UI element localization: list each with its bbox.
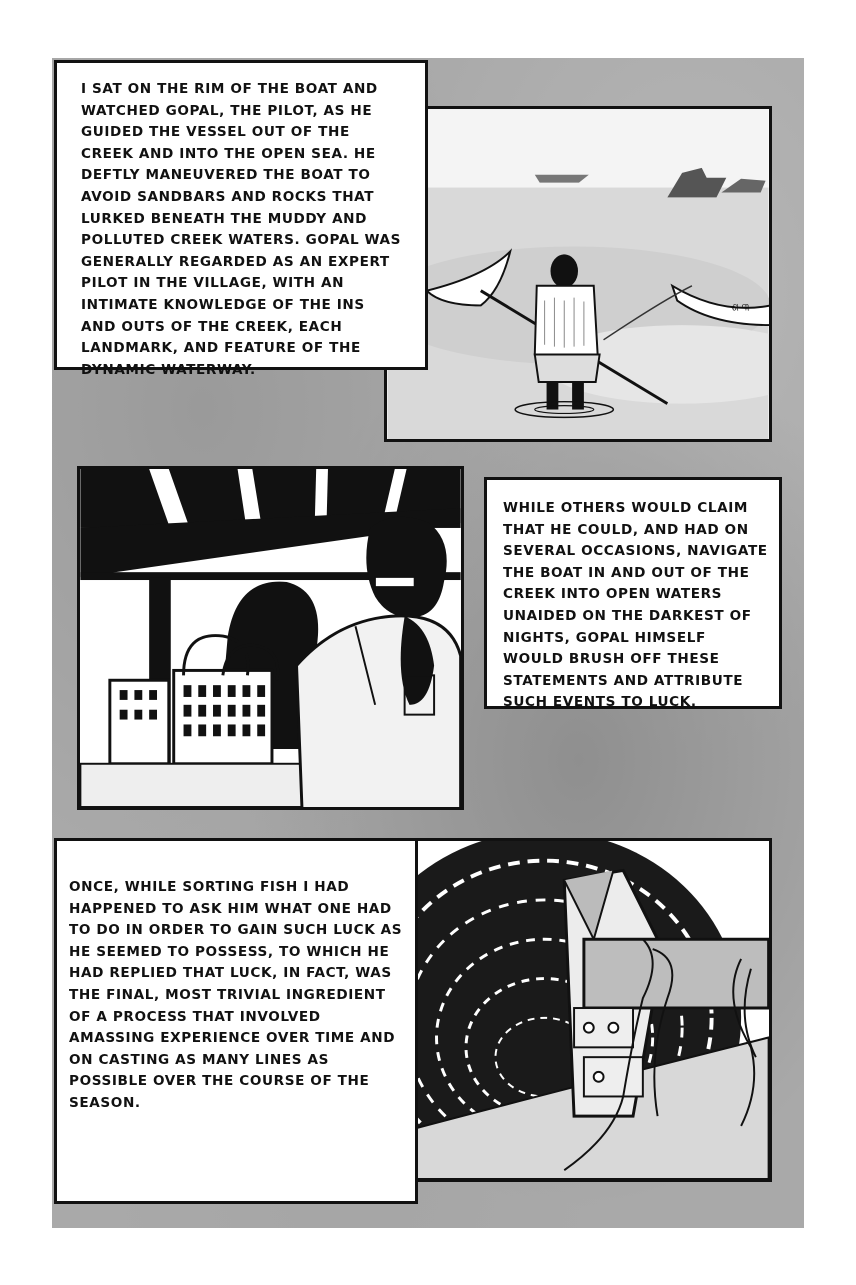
panel-pilot-in-water [384,106,772,442]
caption-bottom-text: ONCE, WHILE SORTING FISH I HAD HAPPENED TO ASK HIM WHAT ONE HAD TO DO IN ORDER TO GAIN SUCH LUCK AS HE SEEMED TO POSSESS, TO WHICH HE HAD REPLIED THAT LUCK, IN FACT, WAS THE FINAL, MOST TRIVIAL INGREDIENT OF A PROCESS THAT INVOLVED AMASSING EXPERIENCE OVER TIME AND ON CASTING AS MANY LINES AS POSSIBLE OVER THE COURSE OF THE SEASON. [69,879,403,1111]
caption-bottom [54,838,418,1204]
caption-top-text: I SAT ON THE RIM OF THE BOAT AND WATCHED GOPAL, THE PILOT, AS HE GUIDED THE VESSEL OUT OF THE CREEK AND INTO THE OPEN SEA. HE DEFTLY MANEUVERED THE BOAT TO AVOID SANDBARS AND ROCKS THAT LURKED BENEATH THE MUDDY AND POLLUTED CREEK WATERS. GOPAL WAS GENERALLY REGARDED AS AN EXPERT PILOT IN THE VILLAGE, WITH AN INTIMATE KNOWLEDGE OF THE INS AND OUTS OF THE CREEK, EACH LANDMARK, AND FEATURE OF THE DYNAMIC WATERWAY. [81,81,402,378]
caption-top [54,60,428,378]
illustration-pilot-in-water [387,109,769,439]
caption-middle-text: WHILE OTHERS WOULD CLAIM THAT HE COULD, AND HAD ON SEVERAL OCCASIONS, NAVIGATE THE BOAT IN AND OUT OF THE CREEK INTO OPEN WATERS UNAIDED ON THE DARKEST OF NIGHTS, GOPAL HIMSELF WOULD BRUSH OFF THESE STATEMENTS AND ATTRIBUTE SUCH EVENTS TO LUCK. [503,500,768,711]
panel-boat-hull [384,838,772,1182]
panel-market-stall [77,466,464,810]
caption-middle [484,477,782,709]
illustration-boat-hull [387,841,769,1179]
svg-text:ଶ ୩: ଶ ୩ [731,302,750,314]
illustration-market-stall [80,469,461,807]
